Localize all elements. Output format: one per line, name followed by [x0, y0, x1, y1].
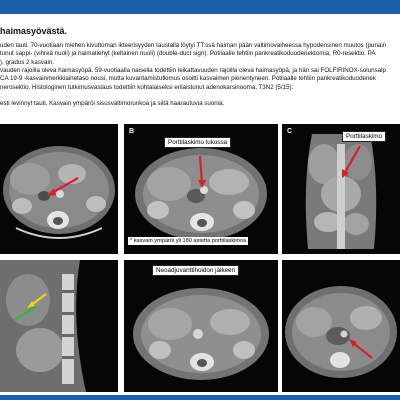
paragraph-1-line: tunut sappi- (vihreä nuoli) ja haimatiehyt (keltainen nuoli) (double-duct sign). Potilaalle tehtiin pankreatikoduodenektomia, R0-resektio. PA — [0, 50, 376, 58]
paragraph-2 — [0, 67, 386, 92]
footer-color-band — [0, 395, 400, 400]
paragraph-3: esti levinnyt tauti. Kasvain ympäröi sisusvaltimorunkoa ja siitä haarautuvia suonia. — [0, 100, 225, 107]
ct-panel-b — [124, 124, 278, 254]
panel-b-caption: * kasvain ympäröi yli 180 astetta porttilaskimoa — [130, 238, 247, 244]
ct-panel-a — [0, 124, 118, 254]
paragraph-2-line: CA 19-9 -kasvainmerkkiainetaso nousi, mutta kuvantamistutkimus osoitti kasvaimen pienentyneen. Potilaalle tehtiin pankreatikoduodenek — [0, 75, 376, 83]
ct-panel-d — [0, 260, 118, 392]
ct-axial-image-e — [124, 260, 278, 392]
ct-panel-e — [124, 260, 278, 392]
paragraph-1 — [0, 42, 386, 67]
red-arrow-icon — [282, 124, 400, 254]
ct-panel-f — [282, 260, 400, 392]
article-title: haimasyövästä. — [0, 26, 68, 36]
paragraph-1-line: ), gradus 2 kasvain. — [0, 58, 54, 66]
portal-vein-label-c: Porttilaskimo — [342, 131, 386, 142]
paragraph-1-line: uden tauti. 70-vuotiaan miehen kivuttoman ikteerisyyden taustalla löytyi TT:ssä haiman pään valtimovaiheessa hypodensinen muutos (punain — [0, 42, 387, 49]
panel-letter-c: C — [287, 128, 293, 135]
neoadjuvant-label: Neoadjuvanttihoidon jälkeen — [152, 265, 239, 276]
red-arrow-icon — [0, 124, 118, 254]
yellow-arrow-icon — [0, 260, 118, 392]
paragraph-2-line: nerosektio. Histologinen tutkimusvastaus todettiin kohtalaiseksi erilaistunut adenokarsinooma, T3N2 (5/15). — [0, 83, 294, 91]
header-color-band — [0, 0, 400, 14]
panel-letter-b: B — [129, 128, 135, 135]
red-arrow-icon — [282, 260, 400, 392]
paragraph-2-line: vauden rajoilla oleva haimasyöpä. 59-vuotiaalla naisella todettiin leikattavuuden rajoilla oleva haimasyöpä, ja hän sai FOLFIRINOX-solunsalp — [0, 67, 386, 74]
portal-vein-label-b: Porttilaskimo lukossa — [164, 137, 231, 148]
ct-panel-c — [282, 124, 400, 254]
